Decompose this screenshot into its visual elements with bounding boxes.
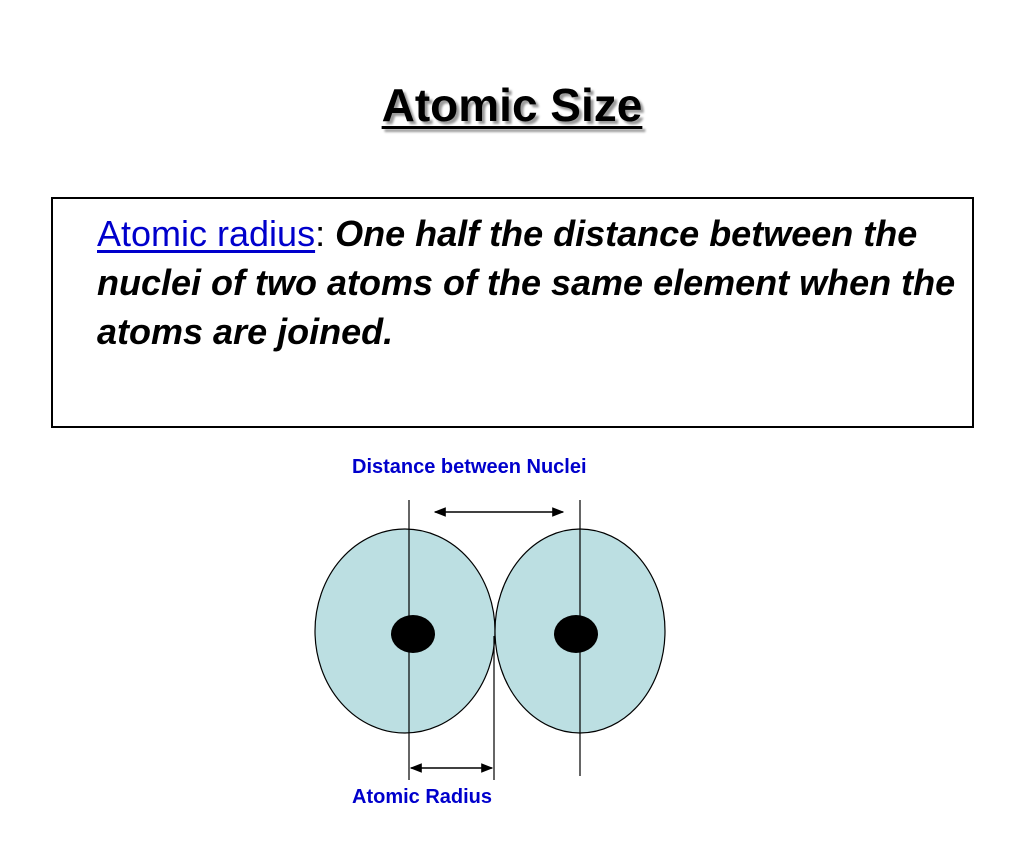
atomic-radius-label: Atomic Radius xyxy=(352,786,493,808)
right-nucleus xyxy=(554,615,598,653)
definition-body: One half the distance between the nuclei of two atoms of the same element when the atoms are joined. xyxy=(97,213,956,352)
slide-title: Atomic Size xyxy=(381,79,643,131)
left-nucleus xyxy=(391,615,435,653)
definition-term: Atomic radius xyxy=(97,213,316,254)
distance-between-nuclei-label: Distance between Nuclei xyxy=(352,456,587,478)
definition-separator: : xyxy=(315,213,326,254)
